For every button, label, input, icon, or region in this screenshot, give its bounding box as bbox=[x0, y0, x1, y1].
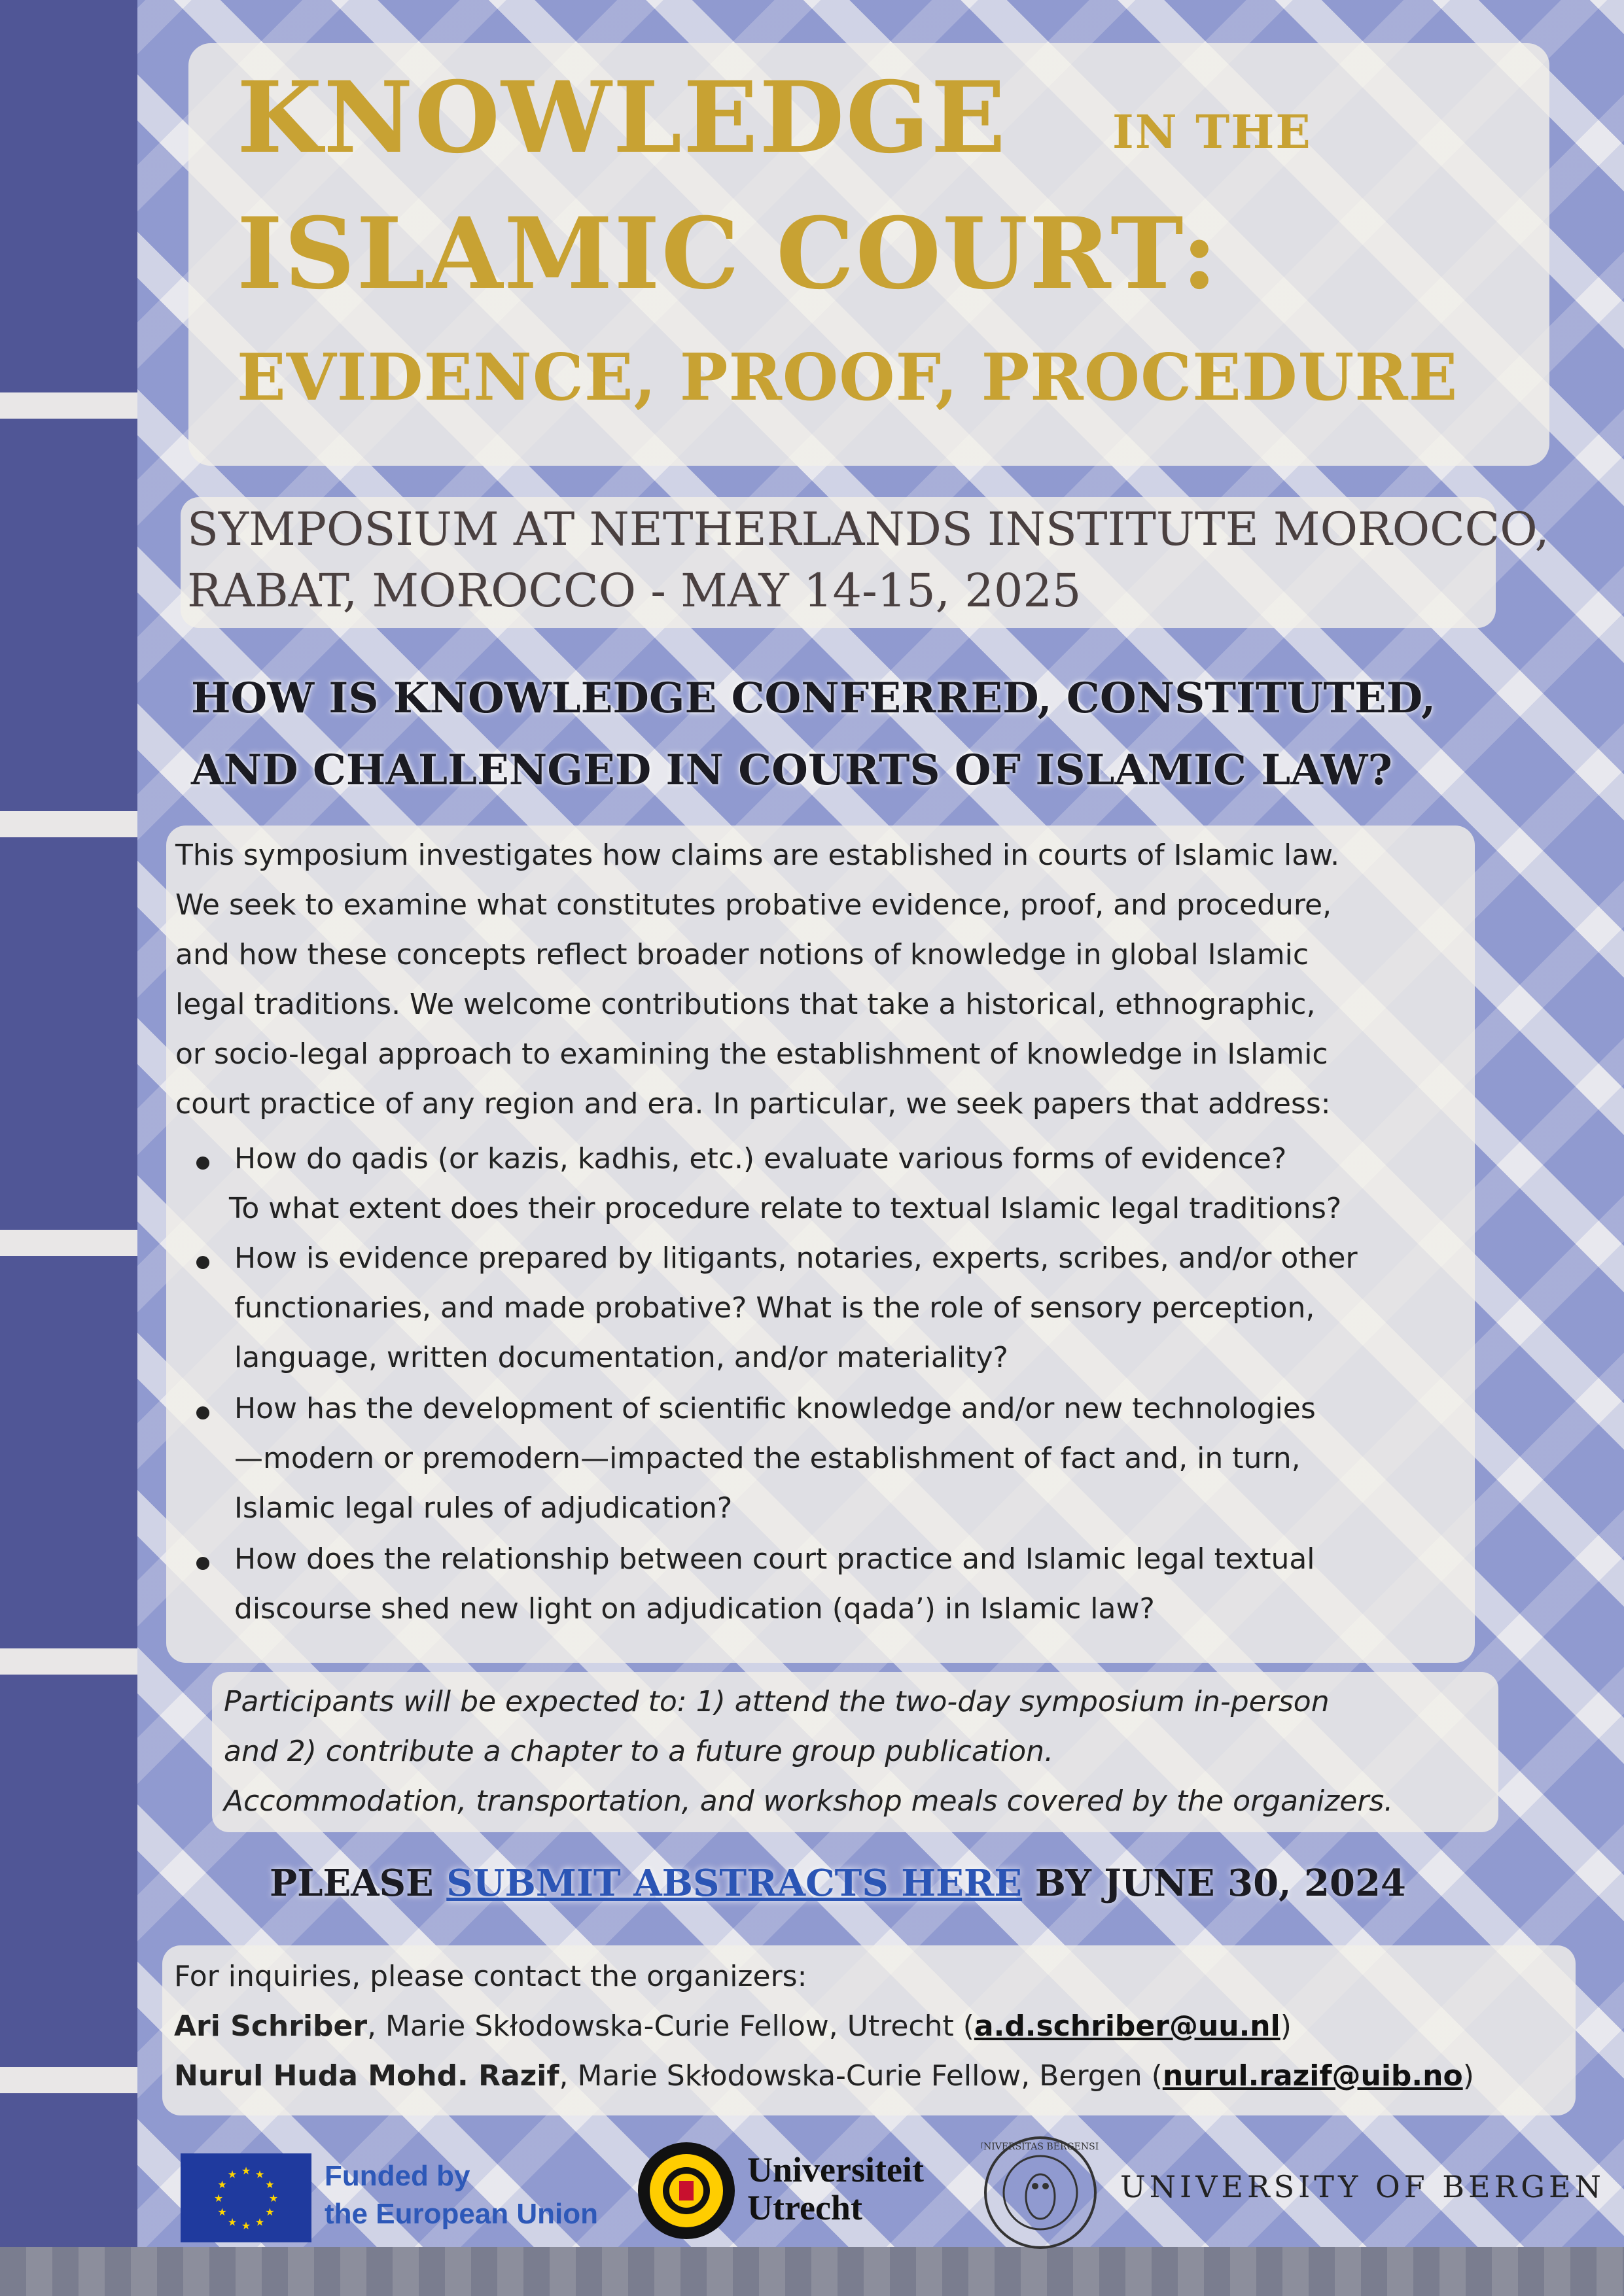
participants-note: and 2) contribute a chapter to a future group publication. bbox=[224, 1735, 1054, 1768]
eu-label-line: Funded by bbox=[325, 2160, 470, 2192]
paren-close: ) bbox=[1280, 2009, 1292, 2043]
eu-star-icon: ★ bbox=[268, 2192, 279, 2204]
eu-star-icon: ★ bbox=[265, 2178, 275, 2191]
submit-deadline-date: BY JUNE 30, 2024 bbox=[1022, 1862, 1406, 1905]
bullet-text: functionaries, and made probative? What is the role of sensory perception, bbox=[234, 1291, 1315, 1325]
organizer-email-link[interactable]: nurul.razif@uib.no bbox=[1162, 2059, 1463, 2093]
submit-abstracts-link[interactable]: SUBMIT ABSTRACTS HERE bbox=[446, 1862, 1023, 1905]
bullet-text: How does the relationship between court practice and Islamic legal textual bbox=[234, 1542, 1315, 1576]
utrecht-seal-icon bbox=[636, 2140, 737, 2241]
organizer-line bbox=[174, 2009, 1292, 2043]
bullet-icon bbox=[196, 1406, 209, 1419]
paren-close: ) bbox=[1462, 2059, 1474, 2093]
eu-star-icon: ★ bbox=[241, 2165, 251, 2177]
bullet-icon bbox=[196, 1557, 209, 1570]
title-knowledge: KNOWLEDGE bbox=[237, 60, 1007, 175]
intro-line: This symposium investigates how claims are established in courts of Islamic law. bbox=[175, 839, 1340, 872]
eu-star-icon: ★ bbox=[217, 2206, 227, 2218]
organizer-name: Ari Schriber bbox=[174, 2009, 368, 2043]
eu-star-icon: ★ bbox=[227, 2216, 238, 2229]
submit-prefix: PLEASE bbox=[270, 1862, 447, 1905]
eu-star-icon: ★ bbox=[265, 2206, 275, 2218]
eu-funding-label bbox=[325, 2157, 598, 2233]
organizer-line bbox=[174, 2059, 1474, 2093]
bullet-text: Islamic legal rules of adjudication? bbox=[234, 1491, 733, 1525]
intro-line: We seek to examine what constitutes probative evidence, proof, and procedure, bbox=[175, 888, 1332, 922]
tile-border-strip bbox=[0, 0, 137, 2296]
eu-star-icon: ★ bbox=[217, 2178, 227, 2191]
organizer-name: Nurul Huda Mohd. Razif bbox=[174, 2059, 559, 2093]
venue-date-line: RABAT, MOROCCO - MAY 14-15, 2025 bbox=[187, 564, 1082, 617]
bullet-text: How is evidence prepared by litigants, notaries, experts, scribes, and/or other bbox=[234, 1242, 1358, 1275]
eu-star-icon: ★ bbox=[255, 2216, 265, 2229]
bullet-text: To what extent does their procedure relate to textual Islamic legal traditions? bbox=[229, 1192, 1342, 1225]
utrecht-label bbox=[747, 2151, 924, 2227]
eu-star-icon: ★ bbox=[241, 2219, 251, 2232]
submit-deadline bbox=[270, 1862, 1406, 1905]
bergen-seal-icon bbox=[981, 2134, 1099, 2252]
eu-flag-icon bbox=[181, 2153, 311, 2242]
intro-line: and how these concepts reflect broader notions of knowledge in global Islamic bbox=[175, 938, 1309, 971]
organizer-role: , Marie Skłodowska-Curie Fellow, Utrecht ( bbox=[367, 2009, 974, 2043]
intro-line: legal traditions. We welcome contributions that take a historical, ethnographic, bbox=[175, 988, 1316, 1021]
title-subtitle: EVIDENCE, PROOF, PROCEDURE bbox=[237, 340, 1458, 415]
intro-line: or socio-legal approach to examining the establishment of knowledge in Islamic bbox=[175, 1037, 1328, 1071]
title-islamic-court: ISLAMIC COURT: bbox=[237, 196, 1219, 311]
eu-star-icon: ★ bbox=[213, 2192, 224, 2204]
bergen-seal-text: UNIVERSITAS BERGENSIS bbox=[981, 2142, 1099, 2152]
uu-label-line: Universiteit bbox=[747, 2150, 924, 2189]
bullet-icon bbox=[196, 1157, 209, 1170]
question-heading: HOW IS KNOWLEDGE CONFERRED, CONSTITUTED, bbox=[191, 674, 1436, 723]
bottom-frame bbox=[0, 2247, 1624, 2296]
organizer-email-link[interactable]: a.d.schriber@uu.nl bbox=[974, 2009, 1280, 2043]
venue-line: SYMPOSIUM AT NETHERLANDS INSTITUTE MOROCCO, bbox=[187, 502, 1549, 556]
bullet-icon bbox=[196, 1256, 209, 1269]
bullet-text: How do qadis (or kazis, kadhis, etc.) evaluate various forms of evidence? bbox=[234, 1142, 1287, 1175]
question-heading: AND CHALLENGED IN COURTS OF ISLAMIC LAW? bbox=[191, 746, 1393, 795]
participants-note: Accommodation, transportation, and workshop meals covered by the organizers. bbox=[224, 1784, 1394, 1818]
eu-star-icon: ★ bbox=[255, 2168, 265, 2181]
eu-star-icon: ★ bbox=[227, 2168, 238, 2181]
bullet-text: —modern or premodern—impacted the establishment of fact and, in turn, bbox=[234, 1442, 1301, 1475]
bullet-text: How has the development of scientific knowledge and/or new technologies bbox=[234, 1392, 1316, 1425]
uu-label-line: Utrecht bbox=[747, 2188, 862, 2227]
organizer-role: , Marie Skłodowska-Curie Fellow, Bergen ( bbox=[559, 2059, 1163, 2093]
bergen-label: UNIVERSITY OF BERGEN bbox=[1120, 2169, 1605, 2204]
eu-label-line: the European Union bbox=[325, 2198, 598, 2230]
contact-intro: For inquiries, please contact the organizers: bbox=[174, 1960, 807, 1993]
bullet-text: language, written documentation, and/or materiality? bbox=[234, 1341, 1008, 1374]
participants-note: Participants will be expected to: 1) attend the two-day symposium in-person bbox=[224, 1685, 1330, 1718]
intro-line: court practice of any region and era. In particular, we seek papers that address: bbox=[175, 1087, 1331, 1121]
bullet-text: discourse shed new light on adjudication (qada’) in Islamic law? bbox=[234, 1592, 1155, 1626]
title-in-the: IN THE bbox=[1112, 105, 1312, 159]
